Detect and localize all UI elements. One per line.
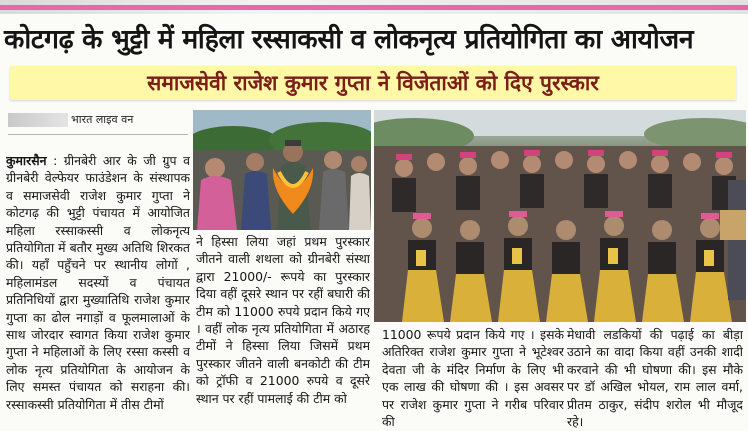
- photo-garland-welcome-art: [193, 110, 371, 230]
- photo-winning-team: [374, 110, 746, 322]
- dateline: कुमारसैन: [6, 153, 47, 168]
- blurred-logo: [8, 113, 68, 127]
- photo-winning-team-art: [374, 110, 746, 322]
- byline-divider: [8, 134, 188, 135]
- top-color-band: [0, 0, 748, 14]
- column-1-text: : ग्रीनबेरी आर के जी ग्रुप व ग्रीनबेरी वेल्फेयर फाउंडेशन के संस्थापक व समाजसेवी राजेश कुमार गुप्ता ने कोटगढ़ की भुट्टी पंचायत में आयोजित महिला रस्साकस्सी व लोकनृत्य प्रतियोगिता में बतौर मुख्य अतिथि शिरकत की। यहाँ पहुँचने पर स्थानीय लोगों , महिलामंडल सदस्यों व पंचायत प्रतिनिधियों द्वारा मुख्यातिथि राजेश कुमार गुप्ता का ढोल नगाड़ों व फूलमालाओं के साथ जोरदार स्वागत किया राजेश कुमार गुप्ता ने महिलाओं के लिए रस्सा कस्सी व लोक नृत्य प्रतियोगिता के आयोजन के लिए समस्त पंचायत को सराहना की। रस्साकस्सी प्रतियोगिता में तीस टीमों: [6, 153, 190, 412]
- headline: कोटगढ़ के भुट्टी में महिला रस्साकसी व लोकनृत्य प्रतियोगिता का आयोजन: [4, 24, 694, 55]
- byline-text: भारत लाइव वन: [71, 113, 134, 126]
- subheadline: समाजसेवी राजेश कुमार गुप्ता ने विजेताओं को दिए पुरस्कार: [10, 66, 736, 100]
- article-column-3: 11000 रूपये प्रदान किये गए । इसके अतिरिक्त राजेश कुमार गुप्ता ने भूटेश्वर देवता जी के मंदिर निर्माण के लिए भी एक लाख की घोषणा की । इस अवसर पर राजेश कुमार गुप्ता ने गरीब परिवार की: [382, 327, 564, 430]
- photo-garland-welcome: [193, 110, 371, 230]
- article-column-1: [6, 152, 190, 428]
- article-column-2: ने हिस्सा लिया जहां प्रथम पुरस्कार जीतने वाली शथला को ग्रीनबेरी संस्था द्वारा 21000/- रूपये का पुरस्कार दिया वहीं दूसरे स्थान पर रहीं बघारी की टीम को 11000 रुपये प्रदान किये गए । वहीं लोक नृत्य प्रतियोगिता में अठारह टीमों ने हिस्सा लिया जिसमें प्रथम पुरस्कार जीतने वाली बनकोटी की टीम को ट्रॉफी व 21000 रुपये व दूसरे स्थान पर रहीं पामलाई की टीम को: [196, 234, 370, 406]
- article-column-4: मेधावी लडकियों की पढ़ाई का बीड़ा उठाने का वादा किया वहीं उनकी शादी करवाने की भी घोषणा की। इस मौके पर डॉ अखिल भोयल, राम लाल वर्मा, प्रीतम ठाकुर, संदीप शरोल भी मौजूद रहे।: [567, 327, 743, 430]
- pink-stripe: [0, 5, 748, 10]
- byline: [8, 108, 190, 132]
